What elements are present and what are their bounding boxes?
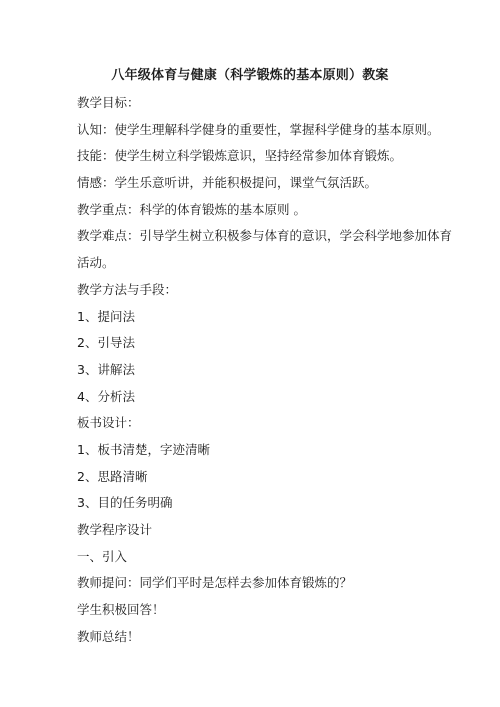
document-body xyxy=(77,90,453,650)
text-line: 4、分析法 xyxy=(77,388,135,404)
text-line: 情感：学生乐意听讲，并能积极提问，课堂气氛活跃。 xyxy=(77,175,378,191)
text-line: 3、讲解法 xyxy=(77,361,135,377)
text-line: 技能：使学生树立科学锻炼意识，坚持经常参加体育锻炼。 xyxy=(77,148,403,164)
text-line: 1、提问法 xyxy=(77,308,135,324)
text-line: 1、板书清楚，字迹清晰 xyxy=(77,441,210,457)
text-line: 2、引导法 xyxy=(77,335,135,351)
text-line: 教学程序设计 xyxy=(77,522,153,537)
text-line: 3、目的任务明确 xyxy=(77,495,173,511)
text-line: 一、引入 xyxy=(77,548,128,564)
text-line: 板书设计： xyxy=(77,415,140,431)
text-line: 学生积极回答！ xyxy=(77,602,165,618)
text-line: 教学目标： xyxy=(77,95,140,110)
text-line: 活动。 xyxy=(77,255,115,271)
text-line: 认知：使学生理解科学健身的重要性，掌握科学健身的基本原则。 xyxy=(77,121,440,137)
text-line: 教学重点：科学的体育锻炼的基本原则 。 xyxy=(77,201,306,217)
text-line: 教学方法与手段： xyxy=(77,281,178,297)
document-title: 八年级体育与健康（科学锻炼的基本原则）教案 xyxy=(111,68,389,83)
text-line: 教师总结！ xyxy=(77,628,140,644)
text-line: 教学难点：引导学生树立积极参与体育的意识，学会科学地参加体育 xyxy=(77,228,453,244)
text-line: 2、思路清晰 xyxy=(77,468,148,484)
text-line: 教师提问：同学们平时是怎样去参加体育锻炼的？ xyxy=(77,575,353,591)
